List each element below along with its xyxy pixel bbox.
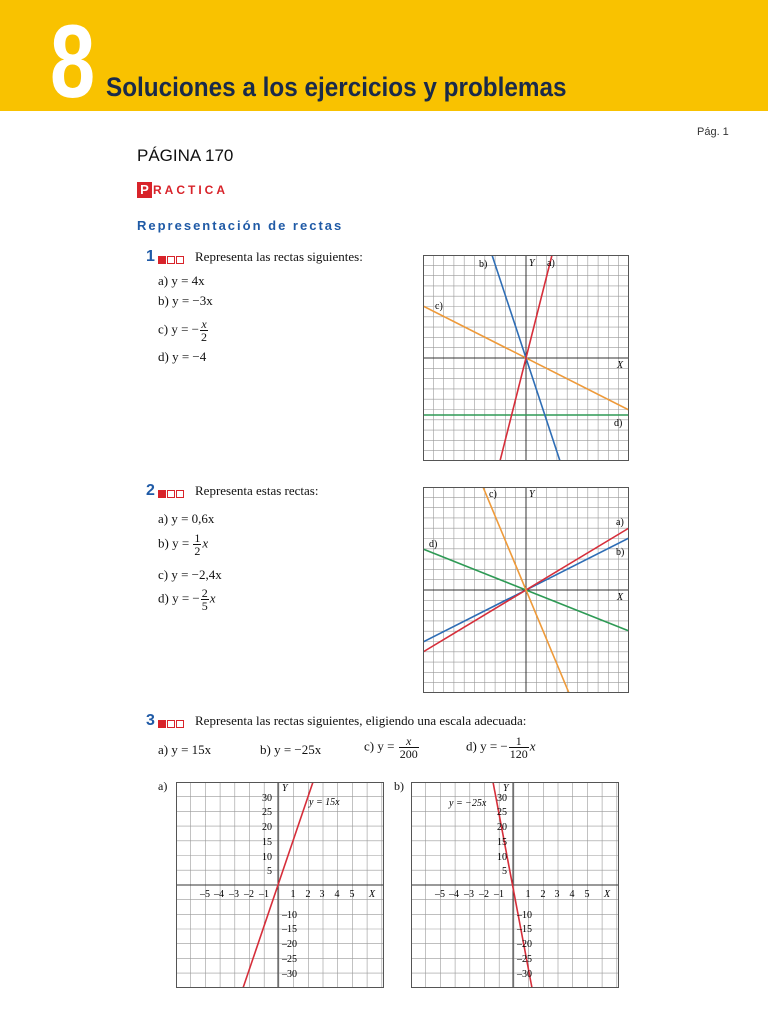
ex2-item-a: a) y = 0,6x: [158, 511, 215, 526]
ex2-d-den: 5: [201, 599, 208, 613]
y-tick-label: 10: [262, 852, 272, 863]
ex3-item-b: b) y = −25x: [260, 742, 322, 757]
ex2-b-den: 2: [194, 544, 201, 558]
x-tick-label: –4: [214, 889, 224, 900]
y-tick-label: –15: [517, 924, 532, 935]
x-tick-label: –2: [244, 889, 254, 900]
ex1-item-c-fraction: [200, 318, 208, 343]
ex1-label-c: c): [435, 301, 443, 312]
x-tick-label: –5: [435, 889, 445, 900]
x-tick-label: –1: [494, 889, 504, 900]
practica-initial: P: [137, 182, 152, 198]
ex1-label-d: d): [614, 418, 623, 429]
exercise-2-statement: Representa estas rectas:: [195, 483, 319, 498]
chapter-number: 8: [50, 4, 96, 120]
y-tick-label: –25: [517, 954, 532, 965]
y-tick-label: –25: [282, 954, 297, 965]
x-tick-label: –3: [229, 889, 239, 900]
ex2-label-a: a): [616, 517, 624, 528]
x-tick-label: –2: [479, 889, 489, 900]
x-tick-label: 3: [554, 889, 560, 900]
y-tick-label: 5: [267, 866, 272, 877]
x-tick-label: 5: [349, 889, 355, 900]
x-tick-label: 4: [569, 889, 575, 900]
x-tick-label: 5: [584, 889, 590, 900]
ex1-item-b: b) y = −3x: [158, 293, 213, 308]
y-tick-label: 30: [497, 793, 507, 804]
ex3-item-d-fraction: [509, 735, 529, 760]
x-tick-label: 3: [319, 889, 325, 900]
exercise-3-number: 3: [146, 712, 155, 729]
ex2-label-c: c): [489, 489, 497, 500]
ex2-item-b-suffix: x: [202, 535, 209, 551]
ex3-item-d-prefix: d) y = −: [466, 738, 508, 754]
ex3a-graph: [176, 782, 384, 988]
ex3b-ticks: [434, 793, 590, 980]
y-tick-label: –30: [517, 969, 532, 980]
ex2-item-b: [158, 532, 208, 557]
x-tick-label: –1: [259, 889, 269, 900]
ex1-item-c: [158, 318, 209, 343]
y-tick-label: –10: [282, 910, 297, 921]
ex3b-graph: [411, 782, 619, 988]
y-tick-label: 15: [262, 837, 272, 848]
ex1-c-num: x: [201, 317, 207, 331]
x-tick-label: 2: [540, 889, 546, 900]
y-tick-label: –20: [282, 939, 297, 950]
x-tick-label: –5: [200, 889, 210, 900]
ex1-c-den: 2: [201, 330, 208, 344]
y-tick-label: 20: [497, 822, 507, 833]
ex1-x-label: X: [617, 360, 624, 371]
ex3b-line-label: y = −25x: [449, 798, 487, 809]
ex2-item-d-prefix: d) y = −: [158, 590, 200, 606]
ex1-item-c-prefix: c) y = −: [158, 321, 200, 337]
ex2-item-d-fraction: [201, 587, 209, 612]
ex3a-y-label: Y: [282, 783, 288, 794]
difficulty-boxes: [158, 715, 185, 733]
ex3a-line-label: y = 15x: [309, 797, 340, 808]
ex2-item-d: [158, 587, 216, 612]
chapter-title: Soluciones a los ejercicios y problemas: [106, 72, 567, 102]
x-tick-label: –4: [449, 889, 459, 900]
ex2-d-num: 2: [201, 586, 208, 600]
y-tick-label: –15: [282, 924, 297, 935]
ex3a-x-label: X: [369, 889, 376, 900]
y-tick-label: 20: [262, 822, 272, 833]
y-tick-label: –20: [517, 939, 532, 950]
ex1-label-b: b): [479, 259, 488, 270]
ex3-item-d-suffix: x: [529, 738, 536, 754]
ex1-label-a: a): [547, 258, 555, 269]
page-label: Pág. 1: [697, 126, 729, 138]
ex2-graph: [423, 487, 629, 693]
graph-3a-label: a): [158, 779, 168, 793]
x-tick-label: 4: [334, 889, 340, 900]
ex2-label-b: b): [616, 547, 625, 558]
x-tick-label: –3: [464, 889, 474, 900]
ex3b-x-label: X: [604, 889, 611, 900]
practica-heading: [137, 182, 228, 198]
ex3-item-c-prefix: c) y =: [364, 738, 398, 754]
ex3-c-den: 200: [399, 747, 418, 761]
ex2-item-d-suffix: x: [209, 590, 216, 606]
ex1-item-a: a) y = 4x: [158, 273, 205, 288]
y-tick-label: 15: [497, 837, 507, 848]
y-tick-label: –10: [517, 910, 532, 921]
y-tick-label: 25: [262, 807, 272, 818]
y-tick-label: 25: [497, 807, 507, 818]
ex2-item-b-prefix: b) y =: [158, 535, 193, 551]
x-tick-label: 1: [525, 889, 531, 900]
section-title: Representación de rectas: [137, 218, 344, 233]
exercise-2-number: 2: [146, 482, 155, 499]
ex3-item-d: [466, 735, 536, 760]
ex1-item-d: d) y = −4: [158, 349, 207, 364]
ex2-label-d: d): [429, 539, 438, 550]
ex3-c-num: x: [399, 735, 419, 748]
difficulty-boxes: [158, 251, 185, 269]
ex3-item-c: [364, 735, 420, 760]
exercise-3-statement: Representa las rectas siguientes, eligiendo una escala adecuada:: [195, 713, 527, 728]
difficulty-boxes: [158, 485, 185, 503]
y-tick-label: 5: [502, 866, 507, 877]
ex2-item-b-fraction: [193, 532, 201, 557]
ex3-item-c-fraction: [399, 735, 419, 760]
ex1-y-label: Y: [529, 258, 535, 269]
x-tick-label: 2: [305, 889, 311, 900]
y-tick-label: 10: [497, 852, 507, 863]
ex3-d-num: 1: [509, 735, 529, 748]
ex2-x-label: X: [617, 592, 624, 603]
exercise-1-number: 1: [146, 248, 155, 265]
ex3-d-den: 120: [509, 747, 528, 761]
y-tick-label: –30: [282, 969, 297, 980]
ex2-y-label: Y: [529, 489, 535, 500]
graph-3b-label: b): [394, 779, 404, 793]
page-heading: PÁGINA 170: [137, 146, 234, 165]
practica-rest: RACTICA: [153, 183, 228, 197]
x-tick-label: 1: [290, 889, 296, 900]
y-tick-label: 30: [262, 793, 272, 804]
ex2-item-c: c) y = −2,4x: [158, 567, 222, 582]
ex1-graph: [423, 255, 629, 461]
ex2-b-num: 1: [194, 531, 201, 545]
exercise-1-statement: Representa las rectas siguientes:: [195, 249, 363, 264]
ex3b-y-label: Y: [503, 783, 509, 794]
ex3-item-a: a) y = 15x: [158, 742, 212, 757]
